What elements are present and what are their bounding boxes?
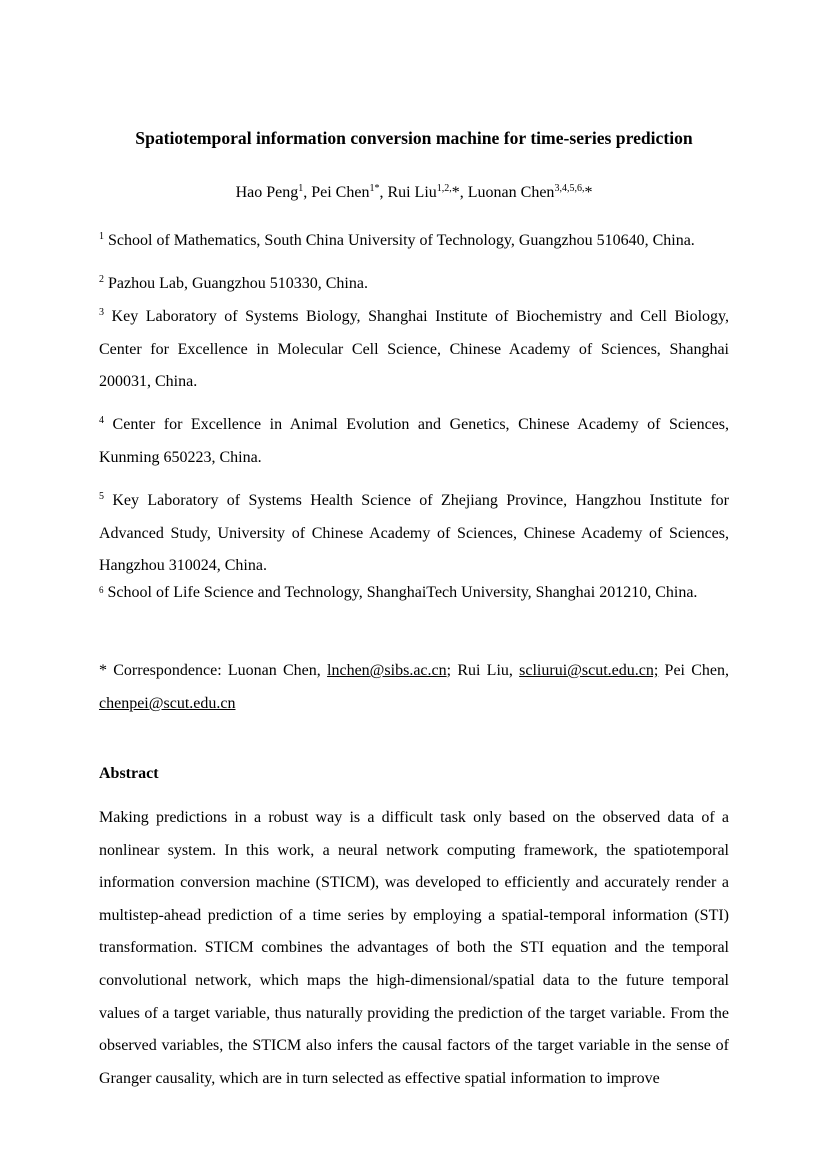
email-link-lnchen[interactable]: lnchen@sibs.ac.cn: [327, 662, 447, 679]
author: Pei Chen$^{1*}$,: [311, 183, 388, 201]
author: Luonan Chen$^{3,4,5,6,}$*: [467, 183, 593, 201]
author-affiliation-mark: 1: [298, 183, 304, 194]
author: Hao Peng$^1$,: [235, 183, 312, 201]
abstract-heading: Abstract: [99, 765, 159, 782]
affiliation-3: $^3$ Key Laboratory of Systems Biology, Shanghai Institute of Biochemistry and Cell Biology, Center for Excellence in Molecular Cell Science, Chinese Academy of Sciences, Shanghai 200031, China.: [99, 307, 730, 391]
abstract-body: Making predictions in a robust way is a difficult task only based on the observed data of a nonlinear system. In this work, a neural network computing framework, the spatiotemporal information conversion machine (STICM), was developed to efficiently and accurately render a multistep-ahead prediction of a time series by employing a spatial-temporal information (STI) transformation. STICM combines the advantages of both the STI equation and the temporal convolutional network, which maps the high-dimensional/spatial data to the future temporal values of a target variable, thus naturally providing the prediction of the target variable. From the observed variables, the STICM also infers the causal factors of the target variable in the sense of Granger causality, which are in turn selected as effective spatial information to improve: [99, 809, 729, 1087]
affiliation-1: $^1$ School of Mathematics, South China University of Technology, Guangzhou 510640, China.: [99, 231, 695, 249]
affiliation-2: $^2$ Pazhou Lab, Guangzhou 510330, China.: [99, 274, 368, 292]
affiliation-5: $^5$ Key Laboratory of Systems Health Science of Zhejiang Province, Hangzhou Institute for Advanced Study, University of Chinese Academy of Sciences, Chinese Academy of Sciences, Hangzhou 310024, China.: [99, 491, 729, 575]
email-link-scliurui[interactable]: scliurui@scut.edu.cn;: [519, 662, 659, 679]
author-affiliation-mark: 1*: [369, 183, 380, 194]
email-link-chenpei[interactable]: chenpei@scut.edu.cn: [99, 694, 236, 712]
affiliation-6: $^6$ School of Life Science and Technology, ShanghaiTech University, Shanghai 201210, China.: [99, 584, 698, 601]
correspondence: * Correspondence: Luonan Chen, lnchen@sibs.ac.cn; Rui Liu, scliurui@scut.edu.cn; Pei Chen, chenpei@scut.edu.cn: [99, 662, 730, 712]
author-list: [0, 182, 828, 204]
author-affiliation-mark: 1,2,: [436, 183, 452, 194]
paper-title: Spatiotemporal information conversion machine for time-series prediction: [135, 128, 693, 148]
affiliation-4: $^4$ Center for Excellence in Animal Evolution and Genetics, Chinese Academy of Sciences, Kunming 650223, China.: [99, 415, 729, 466]
author: Rui Liu$^{1,2,}$*,: [387, 183, 468, 201]
author-affiliation-mark: 3,4,5,6,: [554, 183, 585, 194]
